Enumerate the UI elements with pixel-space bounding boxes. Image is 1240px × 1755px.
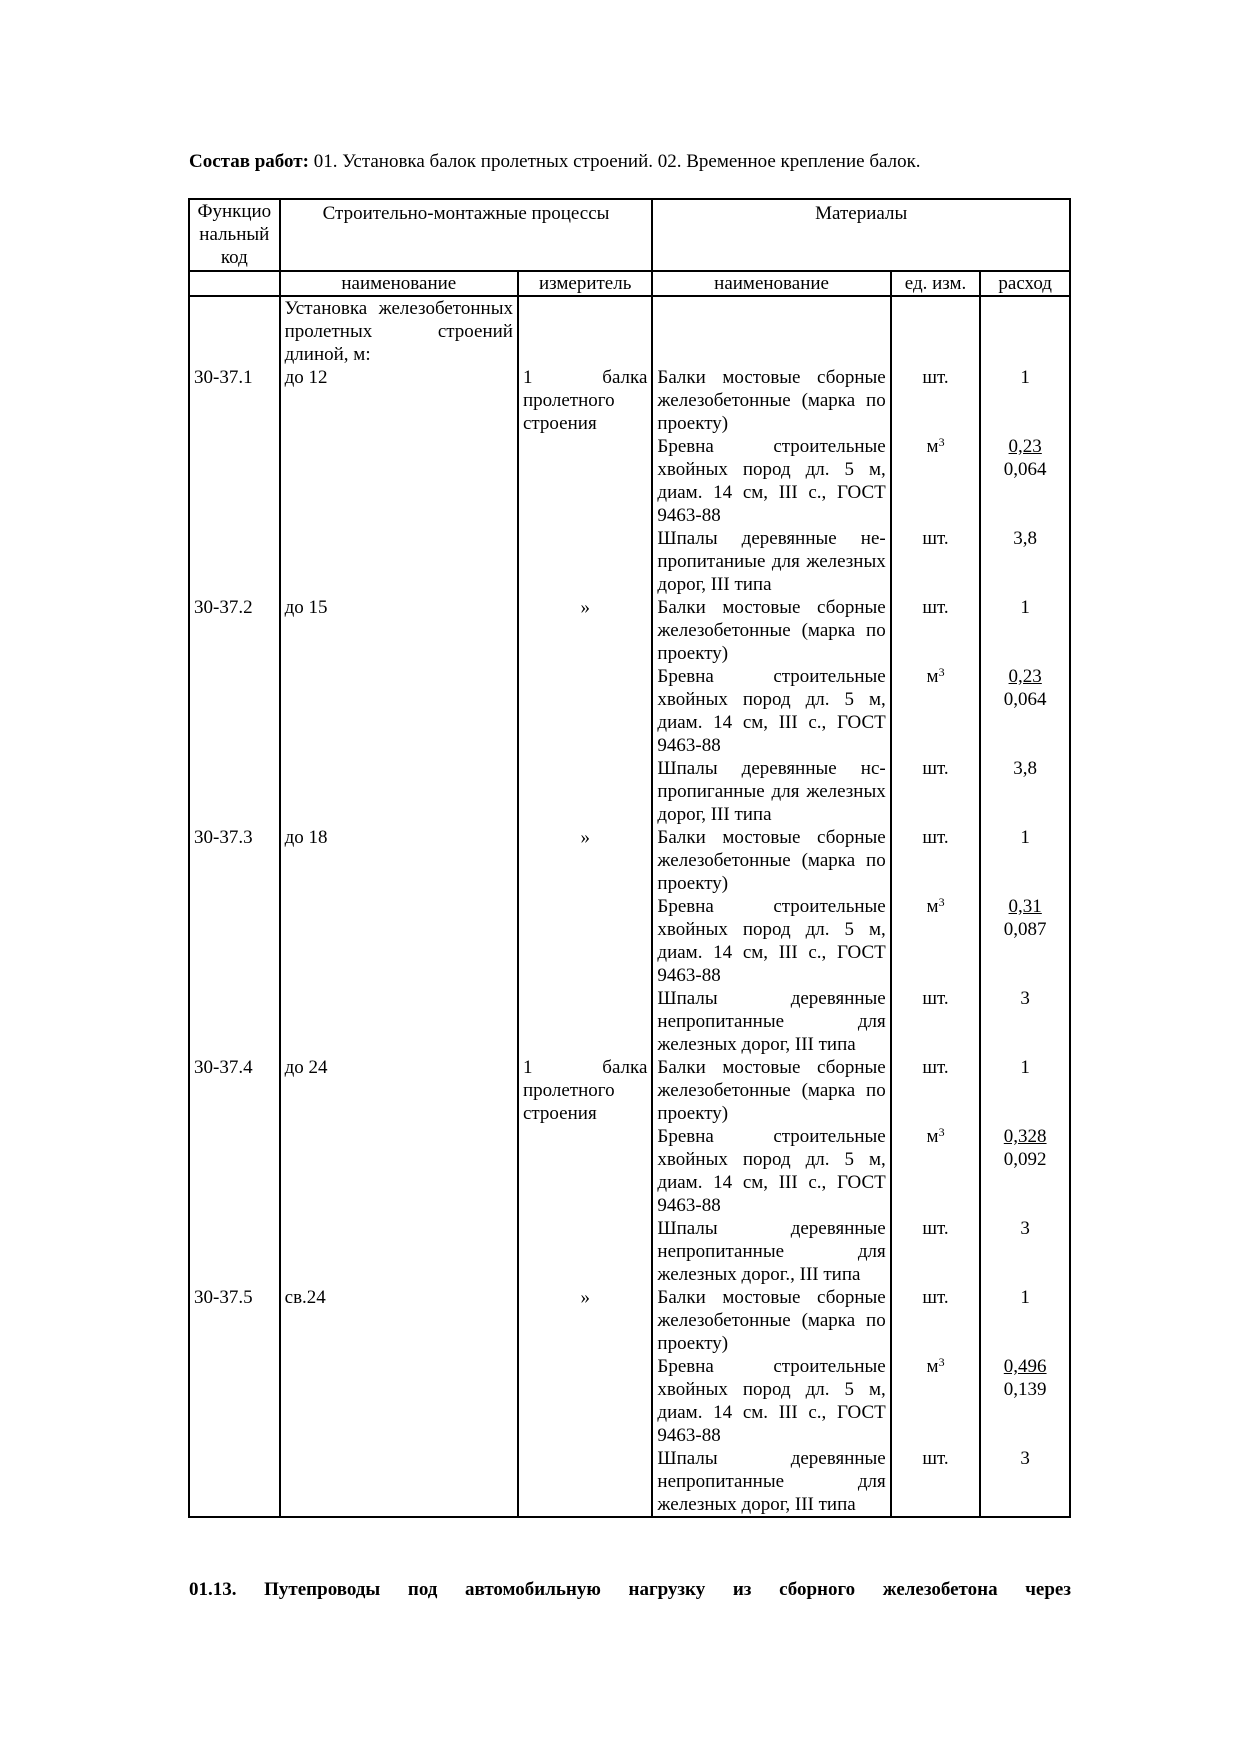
table-row bbox=[189, 826, 1070, 895]
rate-value: 1 bbox=[1020, 827, 1030, 848]
row-process-name: до 12 bbox=[280, 366, 518, 435]
row-material-rate bbox=[980, 1286, 1070, 1355]
table-row bbox=[189, 895, 1070, 987]
unit-text: шт. bbox=[922, 1057, 949, 1078]
header-code: Функцио нальный код bbox=[189, 199, 280, 271]
table-row bbox=[189, 1125, 1070, 1217]
group-title-row bbox=[189, 296, 1070, 366]
row-material-name: Шпалы деревянные непропитанные для железных дорог, III типа bbox=[652, 1447, 890, 1517]
row-material-name: Балки мостовые сборные железобетонные (марка по проекту) bbox=[652, 1056, 890, 1125]
row-process-name bbox=[280, 895, 518, 987]
row-process-name: св.24 bbox=[280, 1286, 518, 1355]
row-material-name: Балки мостовые сборные железобетонные (марка по проекту) bbox=[652, 596, 890, 665]
row-process-meter: » bbox=[518, 1286, 652, 1355]
header-mat-rate: расход bbox=[980, 271, 1070, 296]
row-material-rate bbox=[980, 366, 1070, 435]
row-process-meter bbox=[518, 527, 652, 596]
table-row bbox=[189, 527, 1070, 596]
row-process-meter bbox=[518, 435, 652, 527]
unit-text: шт. bbox=[922, 597, 949, 618]
row-process-name: до 18 bbox=[280, 826, 518, 895]
row-material-name: Бревна строительные хвойных пород дл. 5 м, диам. 14 см. III с., ГОСТ 9463-88 bbox=[652, 1355, 890, 1447]
row-material-rate bbox=[980, 1217, 1070, 1286]
row-material-name: Бревна строительные хвойных пород дл. 5 м, диам. 14 см, III с., ГОСТ 9463-88 bbox=[652, 895, 890, 987]
header-mat-unit: ед. изм. bbox=[891, 271, 981, 296]
row-code bbox=[189, 1447, 280, 1517]
row-code bbox=[189, 1355, 280, 1447]
row-process-name: до 24 bbox=[280, 1056, 518, 1125]
row-material-unit bbox=[891, 1217, 981, 1286]
group-title: Установка железобетонных пролетных строений длиной, м: bbox=[280, 296, 518, 366]
unit-superscript: 3 bbox=[938, 1125, 945, 1139]
row-process-meter: » bbox=[518, 826, 652, 895]
row-process-name bbox=[280, 1217, 518, 1286]
row-process-meter bbox=[518, 665, 652, 757]
unit-text: м bbox=[926, 1126, 939, 1147]
rate-value-secondary: 0,064 bbox=[1003, 689, 1047, 710]
row-material-rate bbox=[980, 1355, 1070, 1447]
rate-value: 1 bbox=[1020, 1287, 1030, 1308]
row-process-name: до 15 bbox=[280, 596, 518, 665]
rate-value: 1 bbox=[1020, 367, 1030, 388]
rate-value: 3 bbox=[1020, 1448, 1030, 1469]
row-material-unit bbox=[891, 1355, 981, 1447]
unit-text: м bbox=[926, 1356, 939, 1377]
row-material-name: Бревна строительные хвойных пород дл. 5 м, диам. 14 см, III с., ГОСТ 9463-88 bbox=[652, 665, 890, 757]
row-material-rate bbox=[980, 895, 1070, 987]
unit-text: м bbox=[926, 896, 939, 917]
row-material-unit bbox=[891, 1447, 981, 1517]
table-row bbox=[189, 1286, 1070, 1355]
row-material-name: Бревна строительные хвойных пород дл. 5 м, диам. 14 см, III с., ГОСТ 9463-88 bbox=[652, 1125, 890, 1217]
rate-value: 0,23 bbox=[1008, 436, 1042, 457]
row-material-rate bbox=[980, 1056, 1070, 1125]
rate-value: 1 bbox=[1020, 597, 1030, 618]
table-row bbox=[189, 596, 1070, 665]
table-row bbox=[189, 987, 1070, 1056]
row-code: 30-37.4 bbox=[189, 1056, 280, 1125]
row-code bbox=[189, 987, 280, 1056]
row-material-unit bbox=[891, 527, 981, 596]
section-heading: 01.13. Путепроводы под автомобильную нагрузку из сборного железобетона через bbox=[189, 1579, 1071, 1600]
rate-value: 1 bbox=[1020, 1057, 1030, 1078]
row-material-name: Шпалы деревянные не-пропитаниые для железных дорог, III типа bbox=[652, 527, 890, 596]
row-code bbox=[189, 435, 280, 527]
rate-value: 3,8 bbox=[1013, 758, 1038, 779]
row-material-unit bbox=[891, 1125, 981, 1217]
rate-value: 0,31 bbox=[1008, 896, 1042, 917]
row-material-rate bbox=[980, 826, 1070, 895]
row-code: 30-37.2 bbox=[189, 596, 280, 665]
unit-text: шт. bbox=[922, 1448, 949, 1469]
row-material-name: Балки мостовые сборные железобетонные (марка по проекту) bbox=[652, 1286, 890, 1355]
row-code bbox=[189, 1125, 280, 1217]
row-material-rate bbox=[980, 435, 1070, 527]
table-row bbox=[189, 1355, 1070, 1447]
row-material-rate bbox=[980, 527, 1070, 596]
unit-text: шт. bbox=[922, 1287, 949, 1308]
row-process-name bbox=[280, 1355, 518, 1447]
composition-label: Состав работ: bbox=[189, 151, 309, 172]
unit-superscript: 3 bbox=[938, 895, 945, 909]
header-code-empty bbox=[189, 271, 280, 296]
row-process-name bbox=[280, 1125, 518, 1217]
row-material-rate bbox=[980, 757, 1070, 826]
row-process-meter bbox=[518, 1447, 652, 1517]
row-process-meter bbox=[518, 895, 652, 987]
unit-text: шт. bbox=[922, 827, 949, 848]
rate-value-secondary: 0,092 bbox=[1003, 1149, 1047, 1170]
row-material-name: Балки мостовые сборные железобетонные (марка по проекту) bbox=[652, 366, 890, 435]
row-material-rate bbox=[980, 1125, 1070, 1217]
row-material-unit bbox=[891, 596, 981, 665]
unit-text: шт. bbox=[922, 758, 949, 779]
table-row bbox=[189, 435, 1070, 527]
rate-value: 0,328 bbox=[1003, 1126, 1047, 1147]
header-mat-name: наименование bbox=[652, 271, 890, 296]
row-material-rate bbox=[980, 1447, 1070, 1517]
row-process-name bbox=[280, 435, 518, 527]
table-row bbox=[189, 366, 1070, 435]
norms-table bbox=[188, 198, 1071, 1518]
unit-superscript: 3 bbox=[938, 665, 945, 679]
row-material-unit bbox=[891, 826, 981, 895]
unit-text: м bbox=[926, 666, 939, 687]
table-row bbox=[189, 757, 1070, 826]
row-process-name bbox=[280, 527, 518, 596]
row-material-name: Бревна строительные хвойных пород дл. 5 м, диам. 14 см, III с., ГОСТ 9463-88 bbox=[652, 435, 890, 527]
row-material-unit bbox=[891, 987, 981, 1056]
row-process-name bbox=[280, 1447, 518, 1517]
row-code bbox=[189, 757, 280, 826]
table-row bbox=[189, 1056, 1070, 1125]
row-process-meter bbox=[518, 1125, 652, 1217]
row-code: 30-37.3 bbox=[189, 826, 280, 895]
composition-of-works bbox=[189, 150, 1069, 174]
rate-value: 3 bbox=[1020, 988, 1030, 1009]
header-proc-meter: измеритель bbox=[518, 271, 652, 296]
rate-value: 0,23 bbox=[1008, 666, 1042, 687]
unit-text: м bbox=[926, 436, 939, 457]
rate-value: 0,496 bbox=[1003, 1356, 1047, 1377]
row-code bbox=[189, 665, 280, 757]
row-process-name bbox=[280, 757, 518, 826]
row-material-unit bbox=[891, 435, 981, 527]
unit-text: шт. bbox=[922, 528, 949, 549]
row-code bbox=[189, 527, 280, 596]
row-process-meter: » bbox=[518, 596, 652, 665]
table-row bbox=[189, 1217, 1070, 1286]
composition-text: 01. Установка балок пролетных строений. 02. Временное крепление балок. bbox=[308, 151, 921, 172]
row-material-rate bbox=[980, 987, 1070, 1056]
row-process-meter bbox=[518, 1217, 652, 1286]
rate-value-secondary: 0,087 bbox=[1003, 919, 1047, 940]
row-material-unit bbox=[891, 1056, 981, 1125]
row-code: 30-37.5 bbox=[189, 1286, 280, 1355]
unit-text: шт. bbox=[922, 1218, 949, 1239]
unit-superscript: 3 bbox=[938, 1355, 945, 1369]
row-material-name: Шпалы деревянные непропитанные для железных дорог., III типа bbox=[652, 1217, 890, 1286]
row-code bbox=[189, 895, 280, 987]
rate-value-secondary: 0,064 bbox=[1003, 459, 1047, 480]
row-process-name bbox=[280, 987, 518, 1056]
row-process-meter: 1 балка пролетного строения bbox=[518, 366, 652, 435]
row-material-unit bbox=[891, 665, 981, 757]
row-material-rate bbox=[980, 665, 1070, 757]
row-material-rate bbox=[980, 596, 1070, 665]
unit-text: шт. bbox=[922, 367, 949, 388]
row-process-meter bbox=[518, 1355, 652, 1447]
unit-superscript: 3 bbox=[938, 435, 945, 449]
rate-value: 3,8 bbox=[1013, 528, 1038, 549]
header-proc-name: наименование bbox=[280, 271, 518, 296]
table-row bbox=[189, 665, 1070, 757]
row-code: 30-37.1 bbox=[189, 366, 280, 435]
table-row bbox=[189, 1447, 1070, 1517]
header-materials: Материалы bbox=[652, 199, 1070, 271]
rate-value: 3 bbox=[1020, 1218, 1030, 1239]
row-material-name: Балки мостовые сборные железобетонные (марка по проекту) bbox=[652, 826, 890, 895]
row-material-unit bbox=[891, 366, 981, 435]
row-process-meter bbox=[518, 757, 652, 826]
table-body bbox=[189, 296, 1070, 1517]
rate-value-secondary: 0,139 bbox=[1003, 1379, 1047, 1400]
row-process-meter bbox=[518, 987, 652, 1056]
row-code bbox=[189, 1217, 280, 1286]
row-process-name bbox=[280, 665, 518, 757]
row-material-name: Шпалы деревянные нс-пропиганные для железных дорог, III типа bbox=[652, 757, 890, 826]
header-processes: Строительно-монтажные процессы bbox=[280, 199, 653, 271]
row-material-unit bbox=[891, 757, 981, 826]
row-material-unit bbox=[891, 895, 981, 987]
row-material-name: Шпалы деревянные непропитанные для железных дорог, III типа bbox=[652, 987, 890, 1056]
unit-text: шт. bbox=[922, 988, 949, 1009]
row-material-unit bbox=[891, 1286, 981, 1355]
row-process-meter: 1 балка пролетного строения bbox=[518, 1056, 652, 1125]
